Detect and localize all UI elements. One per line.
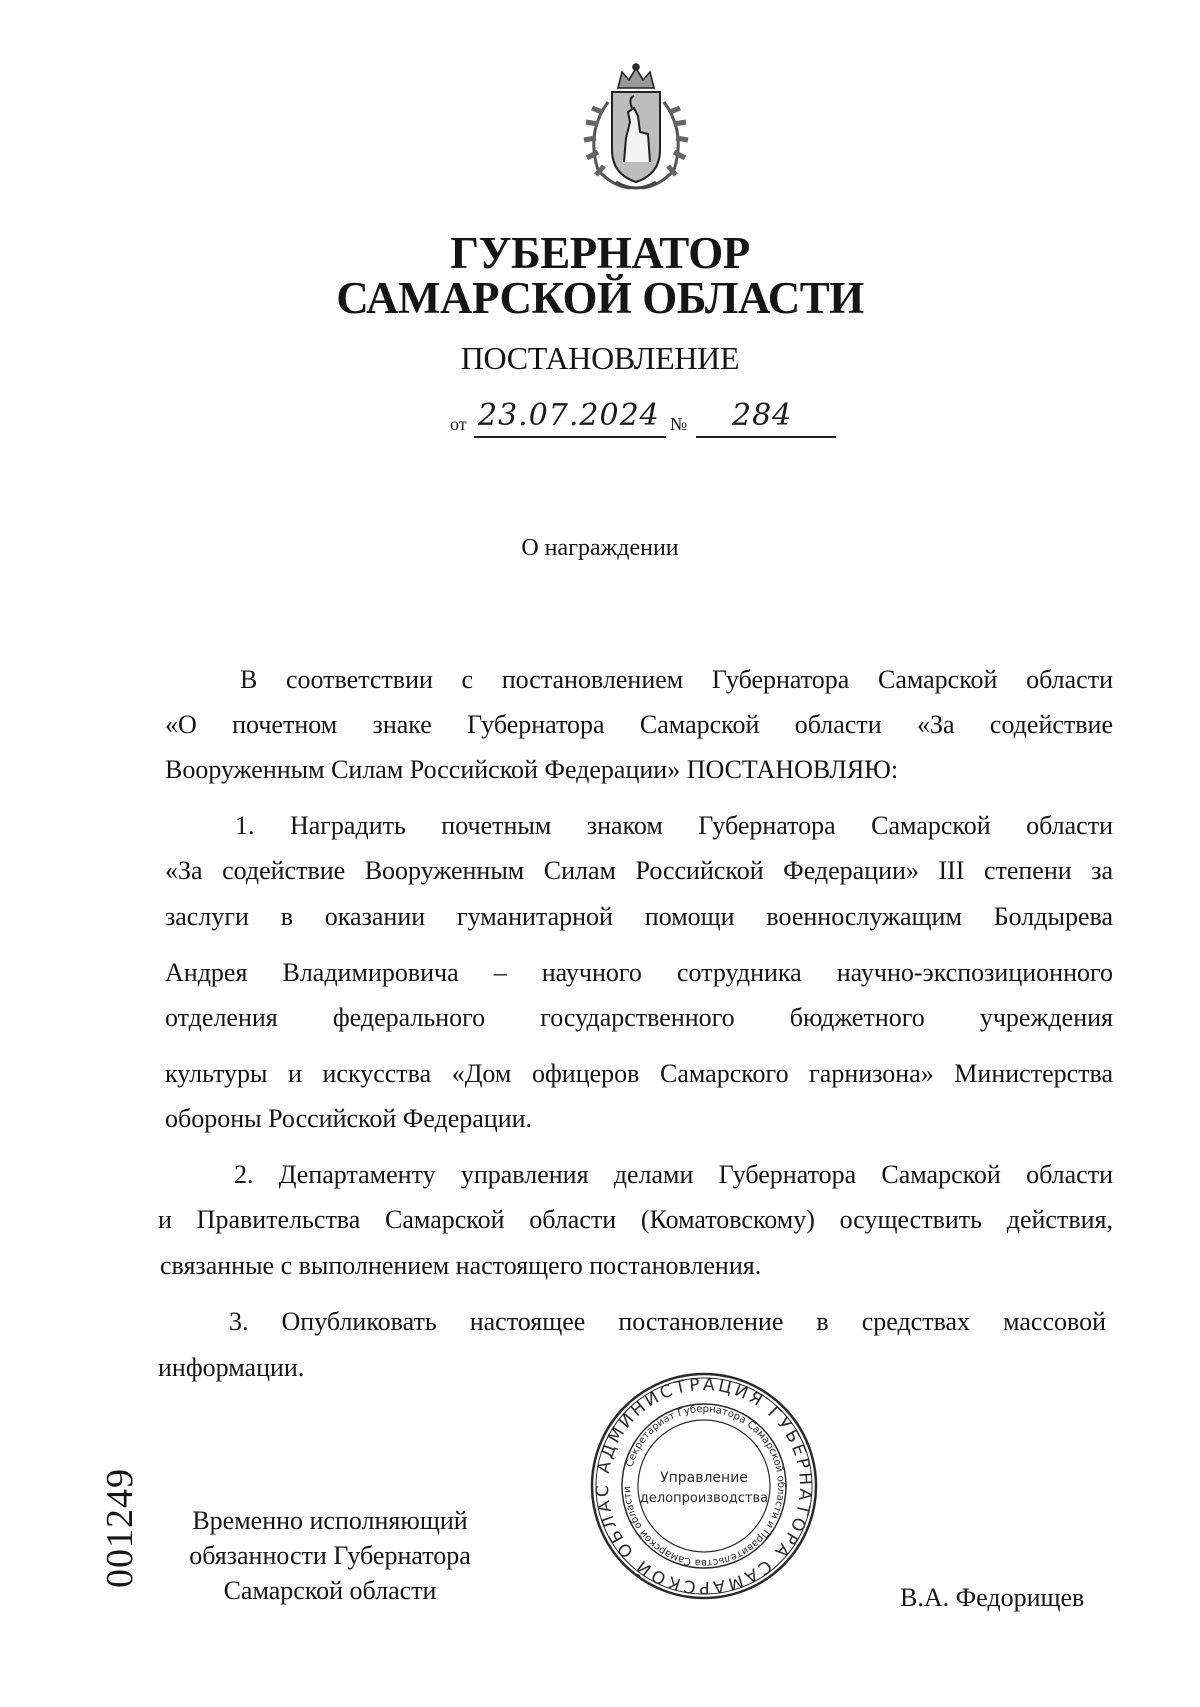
body-line-12: и Правительства Самарской области (Коматовскому) осуществить действия, [158,1205,1113,1234]
signatory-role-line3: Самарской области [223,1576,437,1605]
document-subject: О награждении [521,535,679,561]
date-number-line [450,396,840,446]
stamp-outer-text: АДМИНИСТРАЦИЯ ГУБЕРНАТОРА САМАРСКОЙ ОБЛАС [592,1374,816,1598]
body-line-5: «За содействие Вооруженным Силам Российской Федерации» III степени за [165,856,1113,885]
stamp-middle-text: Секретариат Губернатора Самарской области и Правительства Самарской области [621,1403,787,1569]
serial-number-text: 001249 [99,1467,141,1588]
document-date: 23.07.2024 [478,398,660,433]
signatory-name: В.А. Федорищев [900,1583,1085,1612]
signatory-role-line2: обязанности Губернатора [189,1541,471,1570]
document-type: ПОСТАНОВЛЕНИЕ [460,340,740,376]
body-line-8: отделения федерального государственного бюджетного учреждения [165,1003,1113,1032]
stamp-center-line2: делопроизводства [639,1491,769,1506]
body-line-15: информации. [158,1353,305,1382]
number-underline [696,436,836,438]
official-stamp [588,1370,820,1602]
page-title-line2: САМАРСКОЙ ОБЛАСТИ [336,273,864,323]
signatory-role-line1: Временно исполняющий [192,1506,468,1535]
body-line-13: связанные с выполнением настоящего постановления. [160,1251,762,1280]
document-number: 284 [732,398,793,433]
body-line-3: Вооруженным Силам Российской Федерации» ПОСТАНОВЛЯЮ: [165,755,899,784]
body-line-1: В соответствии с постановлением Губернатора Самарской области [240,665,1113,694]
serial-number [90,1445,150,1610]
body-line-4: 1. Наградить почетным знаком Губернатора Самарской области [235,811,1113,840]
body-line-11: 2. Департаменту управления делами Губернатора Самарской области [234,1160,1113,1189]
body-line-10: обороны Российской Федерации. [165,1104,533,1133]
date-underline [474,436,666,438]
page-title-line1: ГУБЕРНАТОР [450,228,750,278]
number-label: № [670,414,688,434]
body-line-2: «О почетном знаке Губернатора Самарской области «За содействие [165,710,1113,739]
stamp-center-line1: Управление [660,1470,748,1486]
body-line-14: 3. Опубликовать настоящее постановление в средствах массовой [229,1307,1106,1336]
date-from-label: от [450,414,467,434]
body-line-7: Андрея Владимировича – научного сотрудника научно-экспозиционного [165,958,1113,987]
body-line-6: заслуги в оказании гуманитарной помощи военнослужащим Болдырева [165,902,1113,931]
samara-coat-of-arms-icon [568,62,704,194]
signatory-role [160,1503,500,1608]
body-line-9: культуры и искусства «Дом офицеров Самарского гарнизона» Министерства [165,1059,1113,1088]
